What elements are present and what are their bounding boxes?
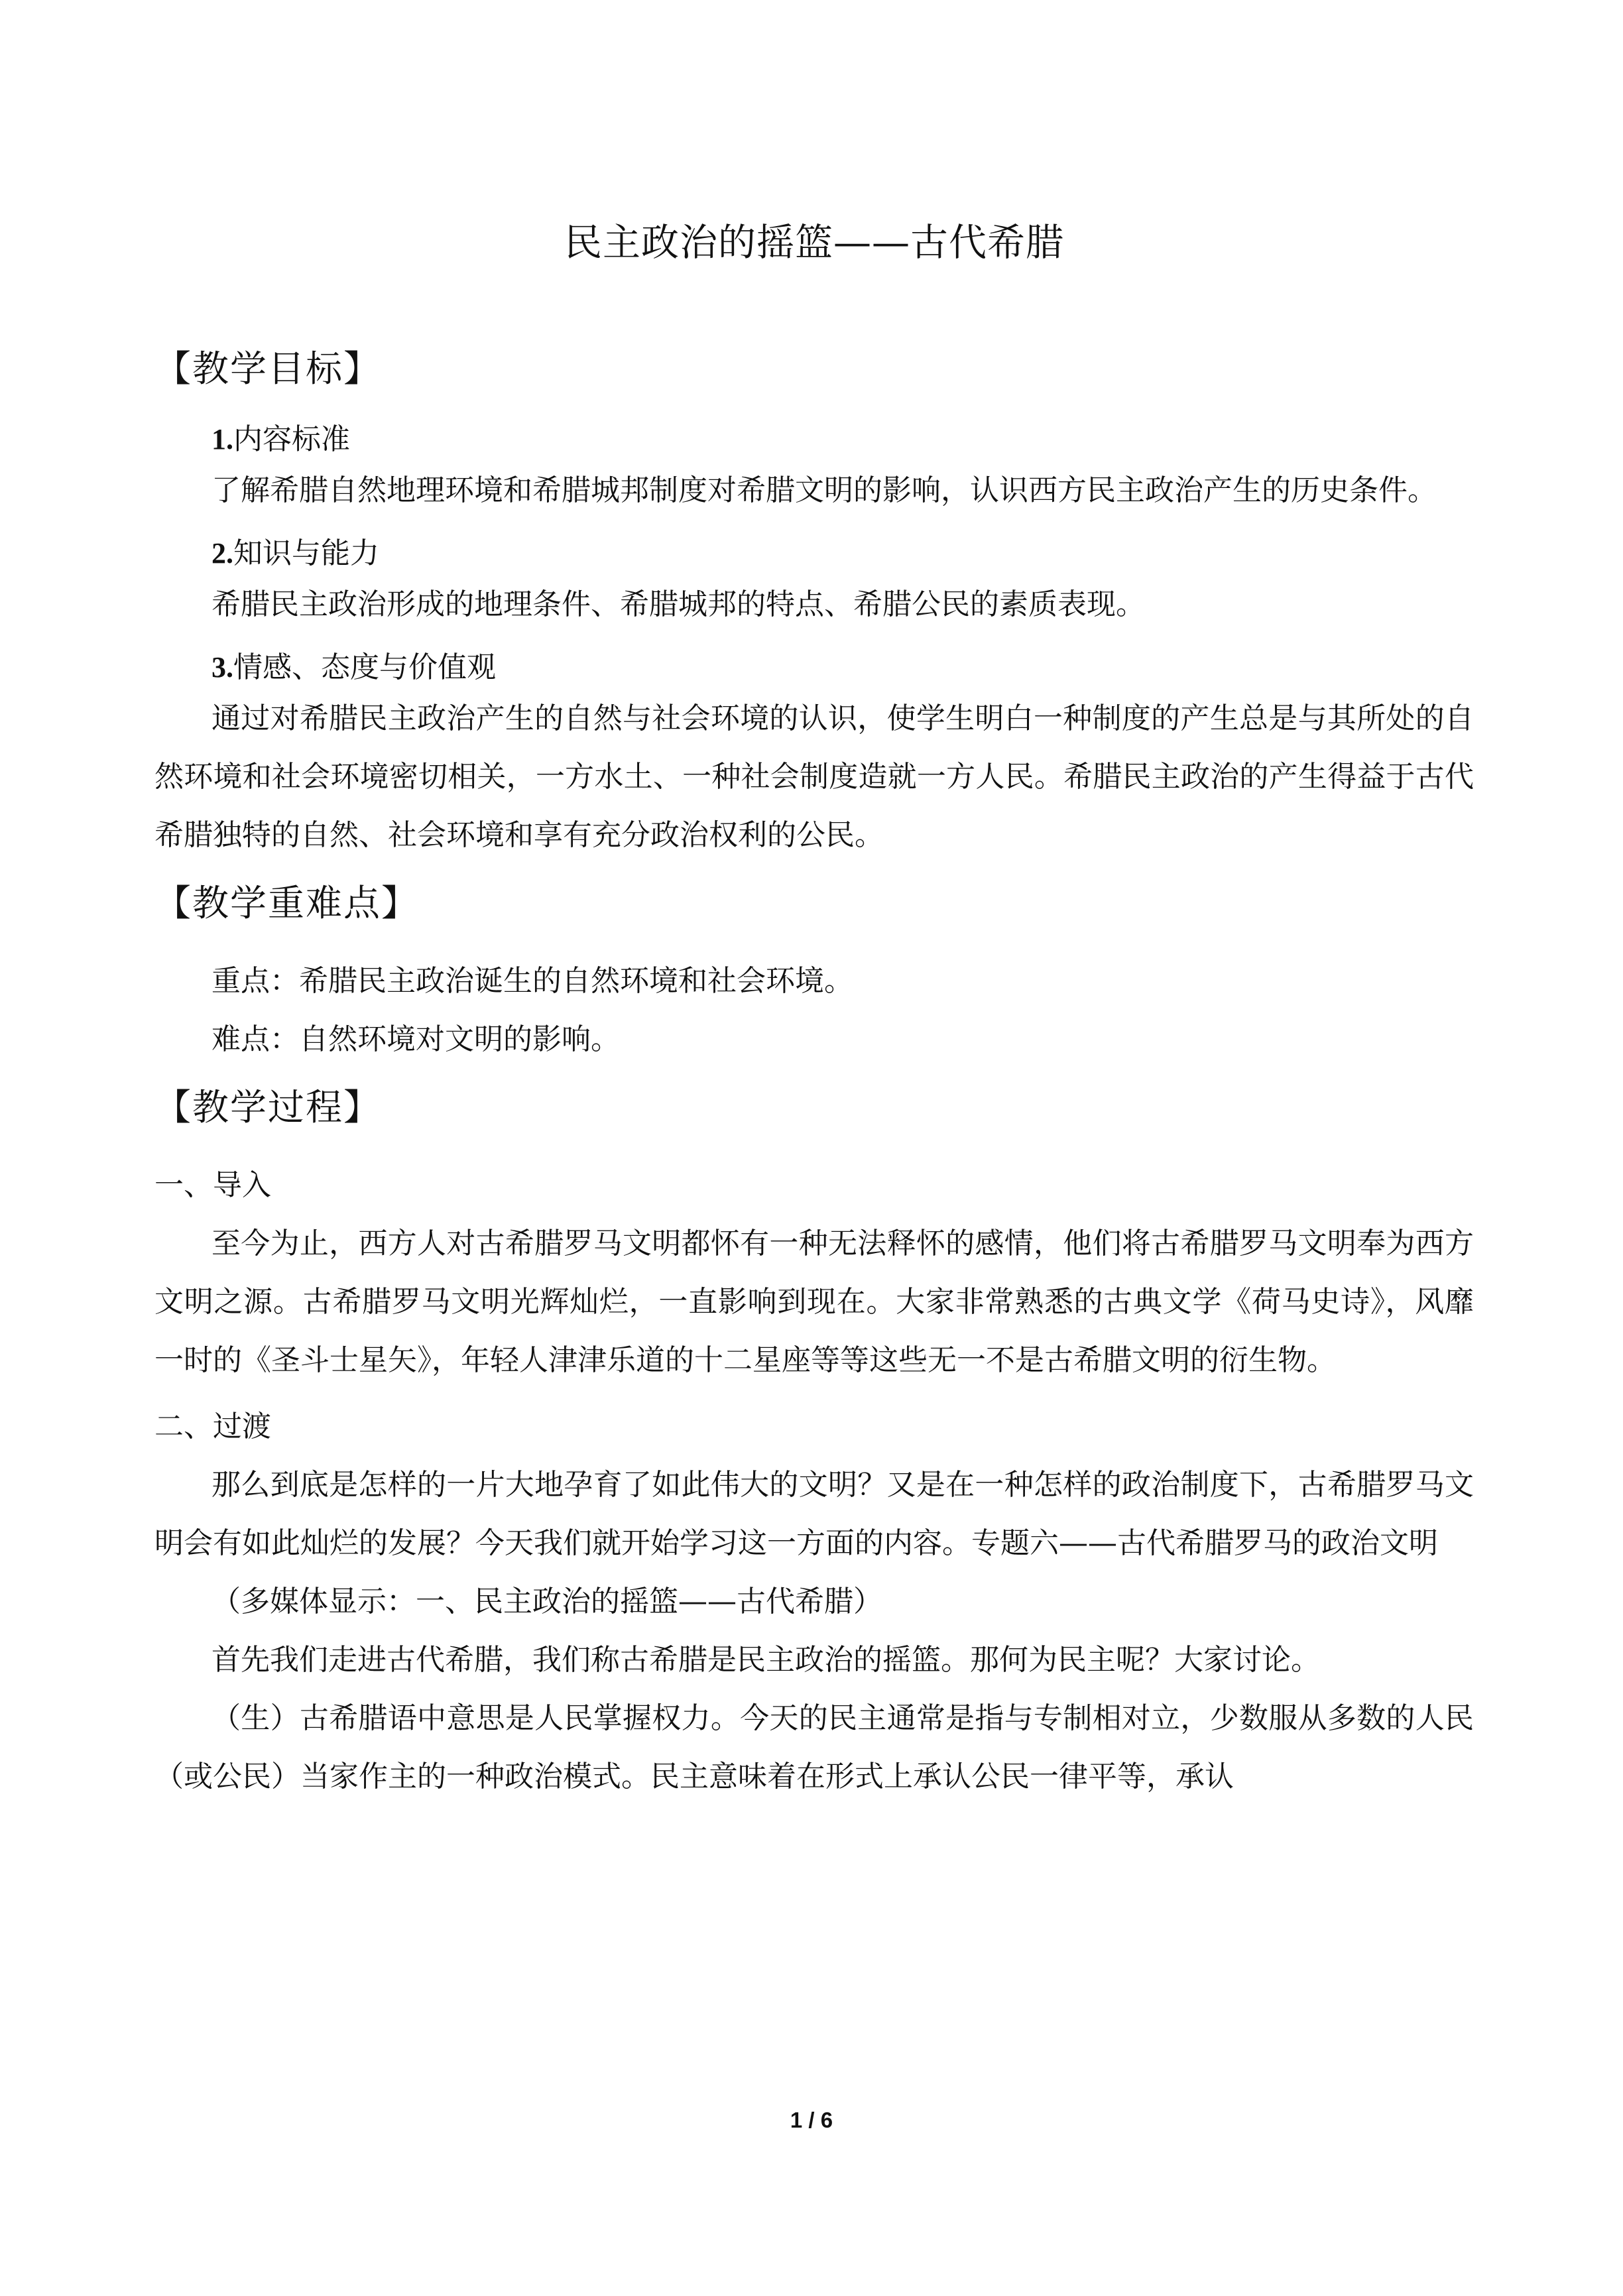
- section-heading-process: 【教学过程】: [154, 1086, 382, 1128]
- objective-item: [154, 532, 1474, 634]
- objective-label: 情感、态度与价值观: [233, 650, 496, 684]
- intro-title: 一、导入: [154, 1168, 271, 1202]
- objective-subheading: [154, 646, 1474, 690]
- section-process: [154, 1081, 1474, 1806]
- transition-title: 二、过渡: [154, 1410, 271, 1443]
- section-objectives: [154, 342, 1474, 865]
- transition-text: 那么到底是怎样的一片大地孕育了如此伟大的文明？又是在一种怎样的政治制度下，古希腊罗马文明会有如此灿烂的发展？今天我们就开始学习这一方面的内容。专题六——古代希腊罗马的政治文明: [154, 1468, 1474, 1560]
- section-heading-key-points: 【教学重难点】: [154, 882, 420, 924]
- objective-text: 了解希腊自然地理环境和希腊城邦制度对希腊文明的影响，认识西方民主政治产生的历史条件。: [211, 473, 1437, 507]
- objective-number: 1.: [211, 423, 233, 455]
- intro-text: 至今为止，西方人对古希腊罗马文明都怀有一种无法释怀的感情，他们将古希腊罗马文明奉为西方文明之源。古希腊罗马文明光辉灿烂，一直影响到现在。大家非常熟悉的古典文学《荷马史诗》，风靡一时的《圣斗士星矢》，年轻人津津乐道的十二星座等等这些无一不是古希腊文明的衍生物。: [154, 1227, 1474, 1377]
- objective-number: 3.: [211, 651, 233, 684]
- section-key-points: [154, 876, 1474, 1069]
- difficulty-point: 难点：自然环境对文明的影响。: [211, 1022, 620, 1056]
- student-answer: （生）古希腊语中意思是人民掌握权力。今天的民主通常是指与专制相对立，少数服从多数的人民（或公民）当家作主的一种政治模式。民主意味着在形式上承认公民一律平等，承认: [154, 1701, 1474, 1793]
- discussion-text: 首先我们走进古代希腊，我们称古希腊是民主政治的摇篮。那何为民主呢？大家讨论。: [211, 1643, 1320, 1677]
- focus-point: 重点：希腊民主政治诞生的自然环境和社会环境。: [211, 964, 853, 998]
- page-title: 民主政治的摇篮——古代希腊: [564, 221, 1064, 265]
- objective-label: 内容标准: [233, 422, 350, 456]
- objective-subheading: [154, 418, 1474, 461]
- objective-item: [154, 646, 1474, 865]
- objective-text: 通过对希腊民主政治产生的自然与社会环境的认识，使学生明白一种制度的产生总是与其所处的自然环境和社会环境密切相关，一方水土、一种社会制度造就一方人民。希腊民主政治的产生得益于古代希腊独特的自然、社会环境和享有充分政治权利的公民。: [154, 701, 1474, 852]
- section-heading-objectives: 【教学目标】: [154, 347, 382, 390]
- media-note: （多媒体显示：一、民主政治的摇篮——古代希腊）: [211, 1585, 882, 1618]
- objective-text: 希腊民主政治形成的地理条件、希腊城邦的特点、希腊公民的素质表现。: [211, 587, 1145, 621]
- document-body: [154, 216, 1474, 1806]
- objective-subheading: [154, 532, 1474, 575]
- objective-number: 2.: [211, 537, 233, 570]
- objective-label: 知识与能力: [233, 536, 379, 570]
- objective-item: [154, 418, 1474, 520]
- page-number: 1 / 6: [790, 2108, 833, 2132]
